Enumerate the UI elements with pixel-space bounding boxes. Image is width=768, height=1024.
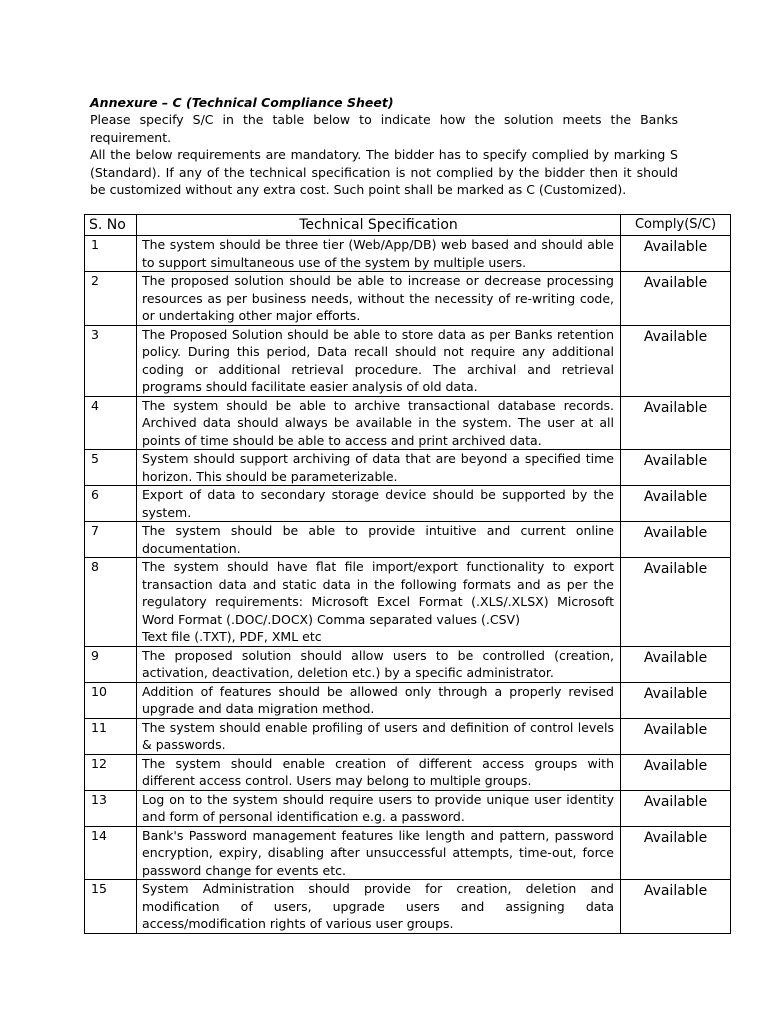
row-comply: Available xyxy=(621,272,731,326)
row-spec-text: The system should have flat file import/export functionality to export transaction data and static data in the following formats and as per the regulatory requirements: Microsoft Excel Format (.XLS/.XLSX) Microsoft Word Format (.DOC/.DOCX) Comma separated values (.CSV) xyxy=(142,559,614,627)
row-sno: 1 xyxy=(85,236,137,272)
row-comply: Available xyxy=(621,558,731,647)
table-row xyxy=(85,682,731,718)
row-spec: The system should enable profiling of users and definition of control levels & passwords. xyxy=(137,718,621,754)
table-row xyxy=(85,558,731,647)
row-comply: Available xyxy=(621,754,731,790)
row-comply: Available xyxy=(621,450,731,486)
table-header-row xyxy=(85,215,731,236)
table-row xyxy=(85,790,731,826)
row-spec: The system should enable creation of different access groups with different access control. Users may belong to multiple groups. xyxy=(137,754,621,790)
row-spec xyxy=(137,558,621,647)
compliance-table xyxy=(84,214,731,934)
row-comply: Available xyxy=(621,718,731,754)
table-row xyxy=(85,272,731,326)
instruction-paragraph-1: Please specify S/C in the table below to indicate how the solution meets the Banks requirement. xyxy=(90,112,678,145)
table-row xyxy=(85,396,731,450)
row-sno: 4 xyxy=(85,396,137,450)
header-comply: Comply(S/C) xyxy=(621,215,731,236)
row-spec: The proposed solution should allow users to be controlled (creation, activation, deactivation, deletion etc.) by a specific administrator. xyxy=(137,646,621,682)
row-spec: The system should be three tier (Web/App/DB) web based and should able to support simultaneous use of the system by multiple users. xyxy=(137,236,621,272)
row-sno: 15 xyxy=(85,880,137,934)
row-comply: Available xyxy=(621,236,731,272)
row-comply: Available xyxy=(621,826,731,880)
row-sno: 3 xyxy=(85,325,137,396)
table-row xyxy=(85,880,731,934)
instruction-paragraph-2: All the below requirements are mandatory. The bidder has to specify complied by marking S (Standard). If any of the technical specification is not complied by the bidder then it should be customized without any extra cost. Such point shall be marked as C (Customized). xyxy=(90,147,678,197)
table-row xyxy=(85,718,731,754)
row-sno: 11 xyxy=(85,718,137,754)
table-row xyxy=(85,646,731,682)
row-spec: System should support archiving of data that are beyond a specified time horizon. This should be parameterizable. xyxy=(137,450,621,486)
row-spec: Export of data to secondary storage device should be supported by the system. xyxy=(137,486,621,522)
row-comply: Available xyxy=(621,880,731,934)
row-comply: Available xyxy=(621,486,731,522)
page-title: Annexure – C (Technical Compliance Sheet) xyxy=(90,95,394,110)
document-header xyxy=(90,94,678,199)
table-row xyxy=(85,826,731,880)
row-sno: 5 xyxy=(85,450,137,486)
row-spec: The proposed solution should be able to increase or decrease processing resources as per business needs, without the necessity of re-writing code, or undertaking other major efforts. xyxy=(137,272,621,326)
row-sno: 13 xyxy=(85,790,137,826)
row-sno: 14 xyxy=(85,826,137,880)
row-spec-text-extra: Text file (.TXT), PDF, XML etc xyxy=(142,629,322,644)
row-sno: 6 xyxy=(85,486,137,522)
table-row xyxy=(85,522,731,558)
row-comply: Available xyxy=(621,682,731,718)
row-comply: Available xyxy=(621,790,731,826)
row-sno: 9 xyxy=(85,646,137,682)
table-row xyxy=(85,450,731,486)
row-comply: Available xyxy=(621,396,731,450)
row-sno: 10 xyxy=(85,682,137,718)
row-sno: 8 xyxy=(85,558,137,647)
row-comply: Available xyxy=(621,522,731,558)
row-sno: 12 xyxy=(85,754,137,790)
row-sno: 7 xyxy=(85,522,137,558)
row-spec: The Proposed Solution should be able to store data as per Banks retention policy. During this period, Data recall should not require any additional coding or additional retrieval procedure. The archival and retrieval programs should facilitate easier analysis of old data. xyxy=(137,325,621,396)
row-comply: Available xyxy=(621,646,731,682)
row-spec: System Administration should provide for creation, deletion and modification of users, upgrade users and assigning data access/modification rights of various user groups. xyxy=(137,880,621,934)
table-row xyxy=(85,486,731,522)
table-row xyxy=(85,325,731,396)
row-sno: 2 xyxy=(85,272,137,326)
table-row xyxy=(85,236,731,272)
row-spec: The system should be able to archive transactional database records. Archived data should always be available in the system. The user at all points of time should be able to access and print archived data. xyxy=(137,396,621,450)
row-spec: Bank's Password management features like length and pattern, password encryption, expiry, disabling after unsuccessful attempts, time-out, force password change for events etc. xyxy=(137,826,621,880)
row-comply: Available xyxy=(621,325,731,396)
header-technical-specification: Technical Specification xyxy=(137,215,621,236)
row-spec: The system should be able to provide intuitive and current online documentation. xyxy=(137,522,621,558)
row-spec: Log on to the system should require users to provide unique user identity and form of personal identification e.g. a password. xyxy=(137,790,621,826)
table-row xyxy=(85,754,731,790)
row-spec: Addition of features should be allowed only through a properly revised upgrade and data migration method. xyxy=(137,682,621,718)
header-sno: S. No xyxy=(85,215,137,236)
